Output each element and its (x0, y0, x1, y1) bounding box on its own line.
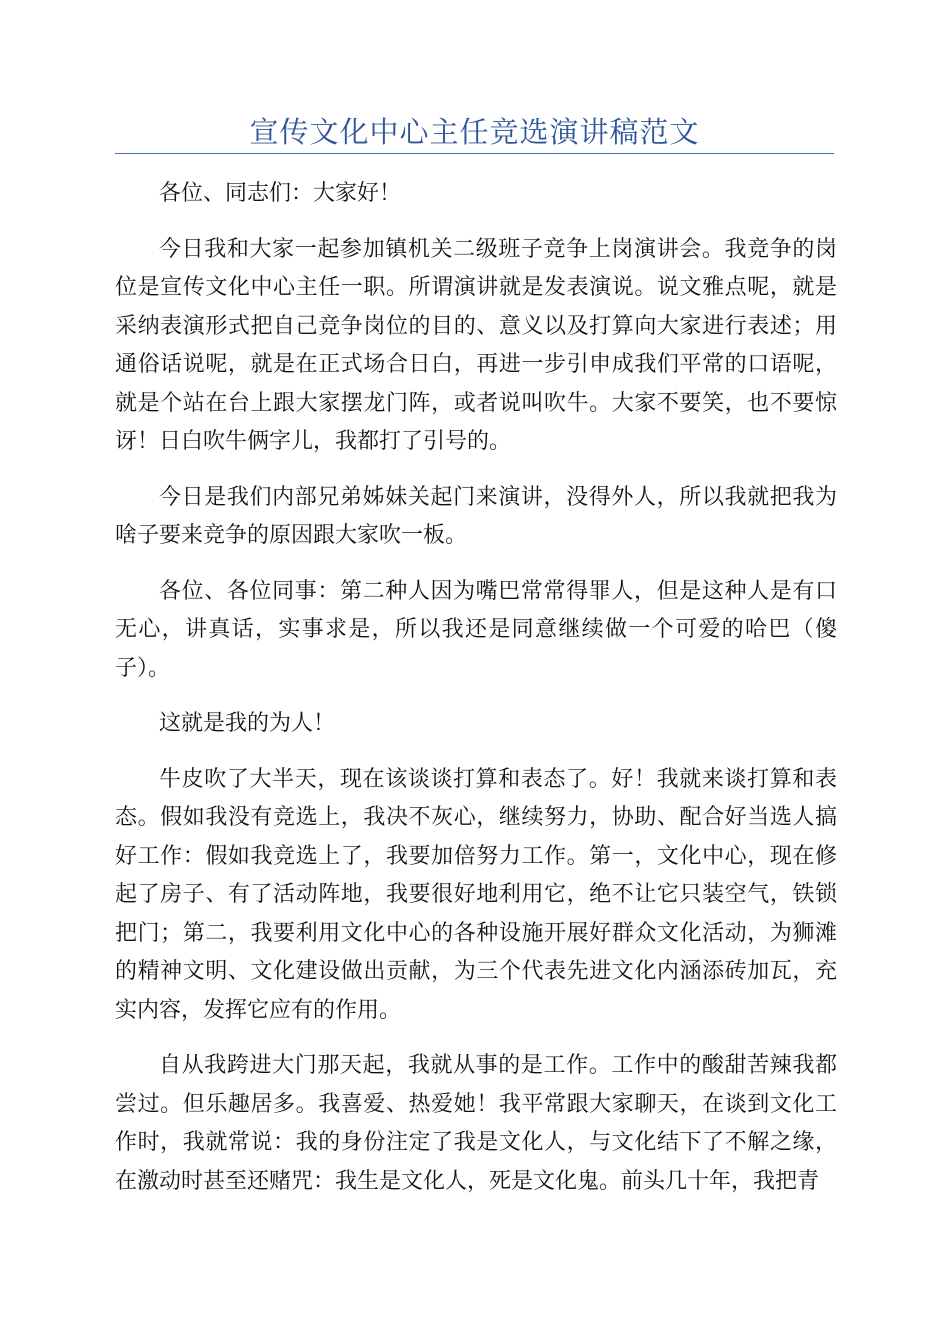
paragraph-plans: 牛皮吹了大半天，现在该谈谈打算和表态了。好！我就来谈打算和表态。假如我没有竞选上，我决不灰心，继续努力，协助、配合好当选人搞好工作：假如我竞选上了，我要加倍努力工作。第一，文化中心，现在修起了房子、有了活动阵地，我要很好地利用它，绝不让它只装空气，铁锁把门；第二，我要利用文化中心的各种设施开展好群众文化活动，为狮滩的精神文明、文化建设做出贡献，为三个代表先进文化内涵添砖加瓦，充实内容，发挥它应有的作用。 (115, 766, 837, 1023)
paragraph-reason: 今日是我们内部兄弟姊妹关起门来演讲，没得外人，所以我就把我为啥子要来竞争的原因跟大家吹一板。 (115, 484, 837, 548)
paragraph-intro: 今日我和大家一起参加镇机关二级班子竞争上岗演讲会。我竞争的岗位是宣传文化中心主任一职。所谓演讲就是发表演说。说文雅点呢，就是采纳表演形式把自己竞争岗位的目的、意义以及打算向大家进行表述；用通俗话说呢，就是在正式场合日白，再进一步引申成我们平常的口语呢，就是个站在台上跟大家摆龙门阵，或者说叫吹牛。大家不要笑，也不要惊讶！日白吹牛俩字儿，我都打了引号的。 (115, 236, 837, 454)
document-title: 宣传文化中心主任竞选演讲稿范文 (249, 115, 700, 149)
paragraph-career: 自从我跨进大门那天起，我就从事的是工作。工作中的酸甜苦辣我都尝过。但乐趣居多。我喜爱、热爱她！我平常跟大家聊天，在谈到文化工作时，我就常说：我的身份注定了我是文化人，与文化结下了不解之缘，在激动时甚至还赌咒：我生是文化人，死是文化鬼。前头几十年，我把青 (115, 1053, 837, 1194)
paragraph-colleagues: 各位、各位同事：第二种人因为嘴巴常常得罪人，但是这种人是有口无心，讲真话，实事求是，所以我还是同意继续做一个可爱的哈巴（傻子）。 (115, 578, 837, 681)
paragraph-character: 这就是我的为人！ (159, 711, 336, 736)
paragraph-greeting: 各位、同志们：大家好！ (159, 181, 402, 206)
document-body (115, 175, 837, 1218)
title-underline (115, 153, 834, 154)
